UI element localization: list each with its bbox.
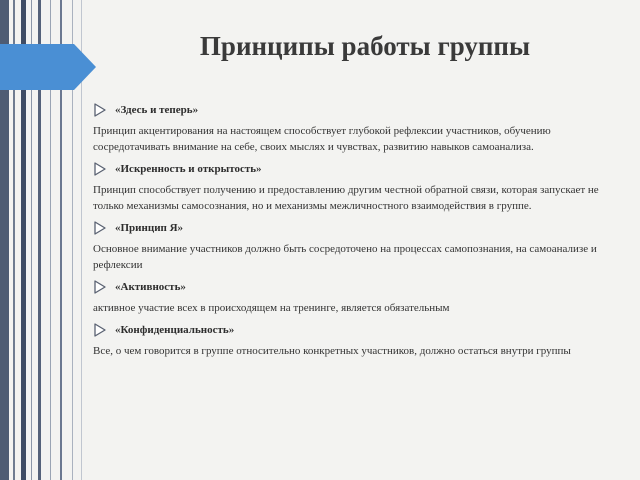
item-heading-text: «Искренность и открытость»	[115, 163, 262, 175]
item-heading-text: «Конфиденциальность»	[115, 324, 235, 336]
list-item-heading	[93, 278, 615, 296]
principles-list	[93, 97, 615, 364]
bullet-arrow-icon	[93, 323, 107, 337]
list-item-heading	[93, 160, 615, 178]
item-description: Основное внимание участников должно быть сосредоточено на процессах самопознания, на самоанализе и рефлексии	[93, 243, 597, 271]
item-description: Все, о чем говорится в группе относительно конкретных участников, должно остаться внутри группы	[93, 345, 571, 357]
list-item-heading	[93, 219, 615, 237]
bullet-arrow-icon	[93, 280, 107, 294]
item-heading-text: «Принцип Я»	[115, 222, 184, 234]
page-title: Принципы работы группы	[199, 31, 531, 61]
title-arrow-icon	[0, 44, 96, 90]
bullet-arrow-icon	[93, 221, 107, 235]
bullet-arrow-icon	[93, 103, 107, 117]
item-description: Принцип способствует получению и предоставлению другим честной обратной связи, которая запускает не только механизмы самосознания, но и механизмы межличностного взаимодействия в группе.	[93, 184, 599, 212]
list-item-heading	[93, 101, 615, 119]
bullet-arrow-icon	[93, 162, 107, 176]
list-item-heading	[93, 321, 615, 339]
item-heading-text: «Активность»	[115, 281, 186, 293]
item-heading-text: «Здесь и теперь»	[115, 104, 199, 116]
item-description: Принцип акцентирования на настоящем способствует глубокой рефлексии участников, обучению сосредотачивать внимание на себе, своих мыслях и чувствах, развитию навыков самоанализа.	[93, 125, 551, 153]
item-description: активное участие всех в происходящем на тренинге, является обязательным	[93, 302, 450, 314]
